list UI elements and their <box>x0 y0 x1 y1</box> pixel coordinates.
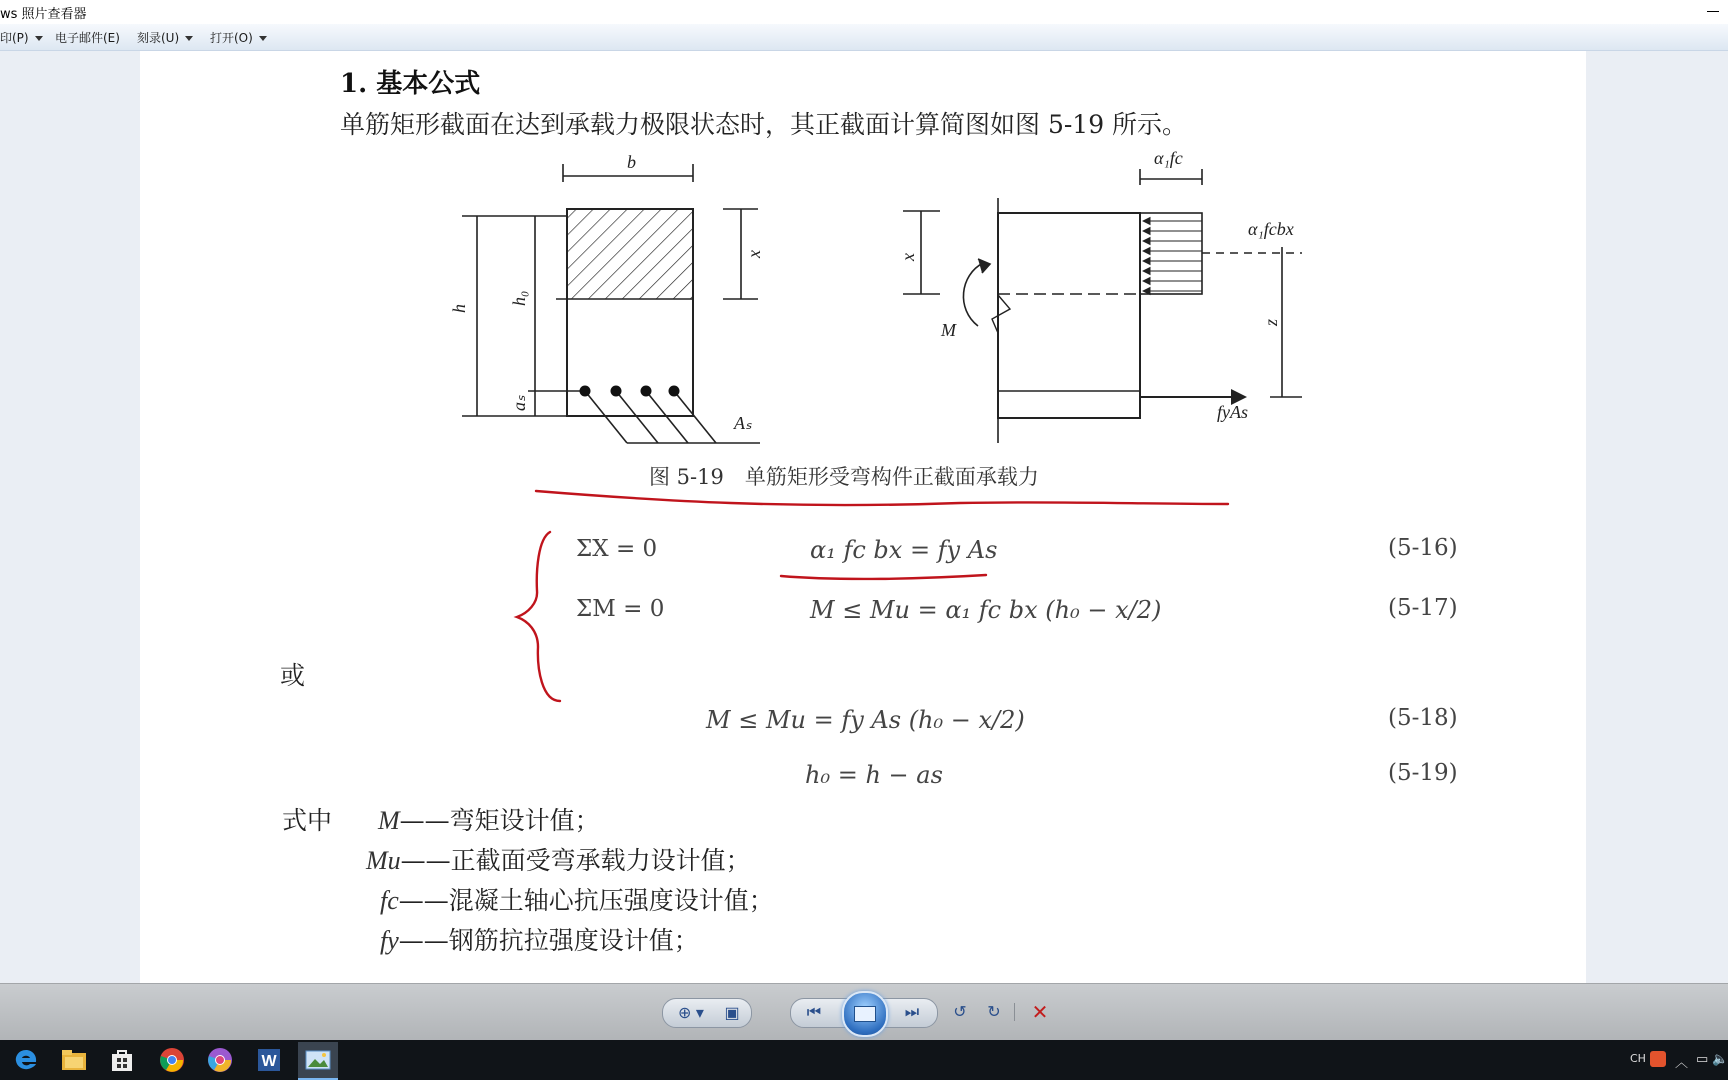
menu-email-label: 电子邮件(E) <box>55 31 120 45</box>
zoom-button[interactable] <box>669 999 713 1027</box>
definition-row <box>366 841 751 877</box>
menu-bar <box>0 24 1728 51</box>
label-as: aₛ <box>509 395 529 411</box>
slideshow-icon <box>854 1006 876 1022</box>
menu-print[interactable] <box>0 29 43 46</box>
menu-open-label: 打开(O) <box>210 31 253 45</box>
network-icon[interactable]: ▭ <box>1696 1052 1709 1067</box>
rotate-left-button[interactable] <box>945 998 975 1026</box>
rotate-right-icon: ↻ <box>987 1004 1001 1021</box>
tray-language[interactable]: CH <box>1630 1052 1646 1065</box>
word-icon[interactable] <box>249 1044 289 1076</box>
section-heading: 1. 基本公式 <box>340 69 481 99</box>
label-a1fc: α₁fc <box>1154 148 1183 168</box>
label-a1fcbx: α₁fcbx <box>1248 219 1294 239</box>
previous-icon: ⏮ <box>806 1004 822 1021</box>
label-fyAs: fyAs <box>1217 402 1248 422</box>
file-explorer-icon[interactable] <box>54 1044 94 1076</box>
document-image <box>140 51 1586 983</box>
fit-window-icon: ▣ <box>724 1005 740 1022</box>
definition-symbol: fc <box>380 886 399 915</box>
label-x-left: x <box>744 250 764 258</box>
menu-burn-label: 刻录(U) <box>137 31 180 45</box>
equation-5-17-rhs: M ≤ Mu = α₁ fc bx (h₀ − x/2) <box>810 596 1162 624</box>
equation-5-17-number: (5-17) <box>1388 595 1458 621</box>
definition-text: ——正截面受弯承载力设计值； <box>400 846 751 875</box>
equation-5-16-rhs: α₁ fc bx = fy As <box>810 536 998 564</box>
definition-text: ——钢筋抗拉强度设计值； <box>398 926 699 955</box>
title-bar <box>0 0 1728 24</box>
chevron-down-icon <box>35 36 43 41</box>
minimize-button[interactable] <box>1698 0 1728 24</box>
label-M: M <box>941 320 956 340</box>
definition-row <box>378 801 600 837</box>
zoom-group <box>662 998 752 1028</box>
rotate-right-button[interactable] <box>979 998 1009 1026</box>
label-h: h <box>449 304 469 313</box>
equation-5-17-lhs: ΣM = 0 <box>576 596 665 622</box>
equation-5-18-rhs: M ≤ Mu = fy As (h₀ − x/2) <box>706 706 1025 734</box>
menu-print-label: 印(P) <box>0 31 29 45</box>
delete-button[interactable] <box>1025 998 1055 1026</box>
definition-row <box>380 881 774 917</box>
next-icon: ⏭ <box>904 1004 920 1021</box>
edge-icon[interactable] <box>6 1044 46 1076</box>
menu-open[interactable] <box>210 29 267 46</box>
taskbar <box>0 1040 1728 1080</box>
label-As: Aₛ <box>734 413 752 433</box>
image-viewport[interactable] <box>0 51 1728 983</box>
label-h0: h₀ <box>509 290 529 306</box>
definition-text: ——混凝土轴心抗压强度设计值； <box>398 886 774 915</box>
menu-email[interactable] <box>55 29 120 46</box>
previous-button[interactable] <box>799 999 829 1027</box>
equation-5-19-rhs: h₀ = h − as <box>805 761 943 789</box>
minimize-icon <box>1707 11 1719 12</box>
equation-5-16-lhs: ΣX = 0 <box>576 536 658 562</box>
definition-symbol: fy <box>380 926 399 955</box>
definition-text: ——弯矩设计值； <box>399 806 600 835</box>
zoom-icon: ⊕ ▾ <box>678 1005 704 1022</box>
next-button[interactable] <box>897 999 927 1027</box>
viewer-toolbar <box>0 983 1728 1041</box>
label-z: z <box>1261 318 1281 326</box>
equation-5-18-number: (5-18) <box>1388 705 1458 731</box>
window-title: ws 照片查看器 <box>0 7 87 22</box>
chevron-down-icon <box>185 36 193 41</box>
equation-5-19-number: (5-19) <box>1388 760 1458 786</box>
or-text: 或 <box>280 661 306 690</box>
equation-5-16-number: (5-16) <box>1388 535 1458 561</box>
red-annotation-marks <box>140 51 1586 751</box>
delete-icon: ✕ <box>1031 1001 1049 1024</box>
svg-text:W: W <box>261 1053 277 1070</box>
definition-symbol: M <box>378 806 400 835</box>
chrome-alt-icon[interactable] <box>200 1044 240 1076</box>
chrome-icon[interactable] <box>152 1044 192 1076</box>
definition-row <box>380 921 699 957</box>
menu-burn[interactable] <box>137 29 193 46</box>
fit-window-button[interactable] <box>717 999 747 1027</box>
where-label: 式中 <box>282 806 333 835</box>
chevron-up-icon[interactable]: ︿ <box>1675 1056 1689 1071</box>
rotate-left-icon: ↺ <box>953 1004 967 1021</box>
store-icon[interactable] <box>102 1044 142 1076</box>
definition-symbol: Mu <box>366 846 401 875</box>
sogou-ime-icon[interactable] <box>1650 1051 1666 1067</box>
slideshow-button[interactable] <box>842 991 888 1037</box>
figure-caption: 图 5-19 单筋矩形受弯构件正截面承载力 <box>649 465 1039 489</box>
toolbar-divider <box>1014 1003 1015 1021</box>
volume-icon[interactable]: 🔈 <box>1712 1052 1728 1067</box>
photo-viewer-icon[interactable] <box>298 1042 338 1080</box>
label-x-right: x <box>898 253 918 261</box>
label-b: b <box>627 152 636 172</box>
intro-paragraph: 单筋矩形截面在达到承载力极限状态时，其正截面计算简图如图 5-19 所示。 <box>340 110 1188 139</box>
chevron-down-icon <box>259 36 267 41</box>
